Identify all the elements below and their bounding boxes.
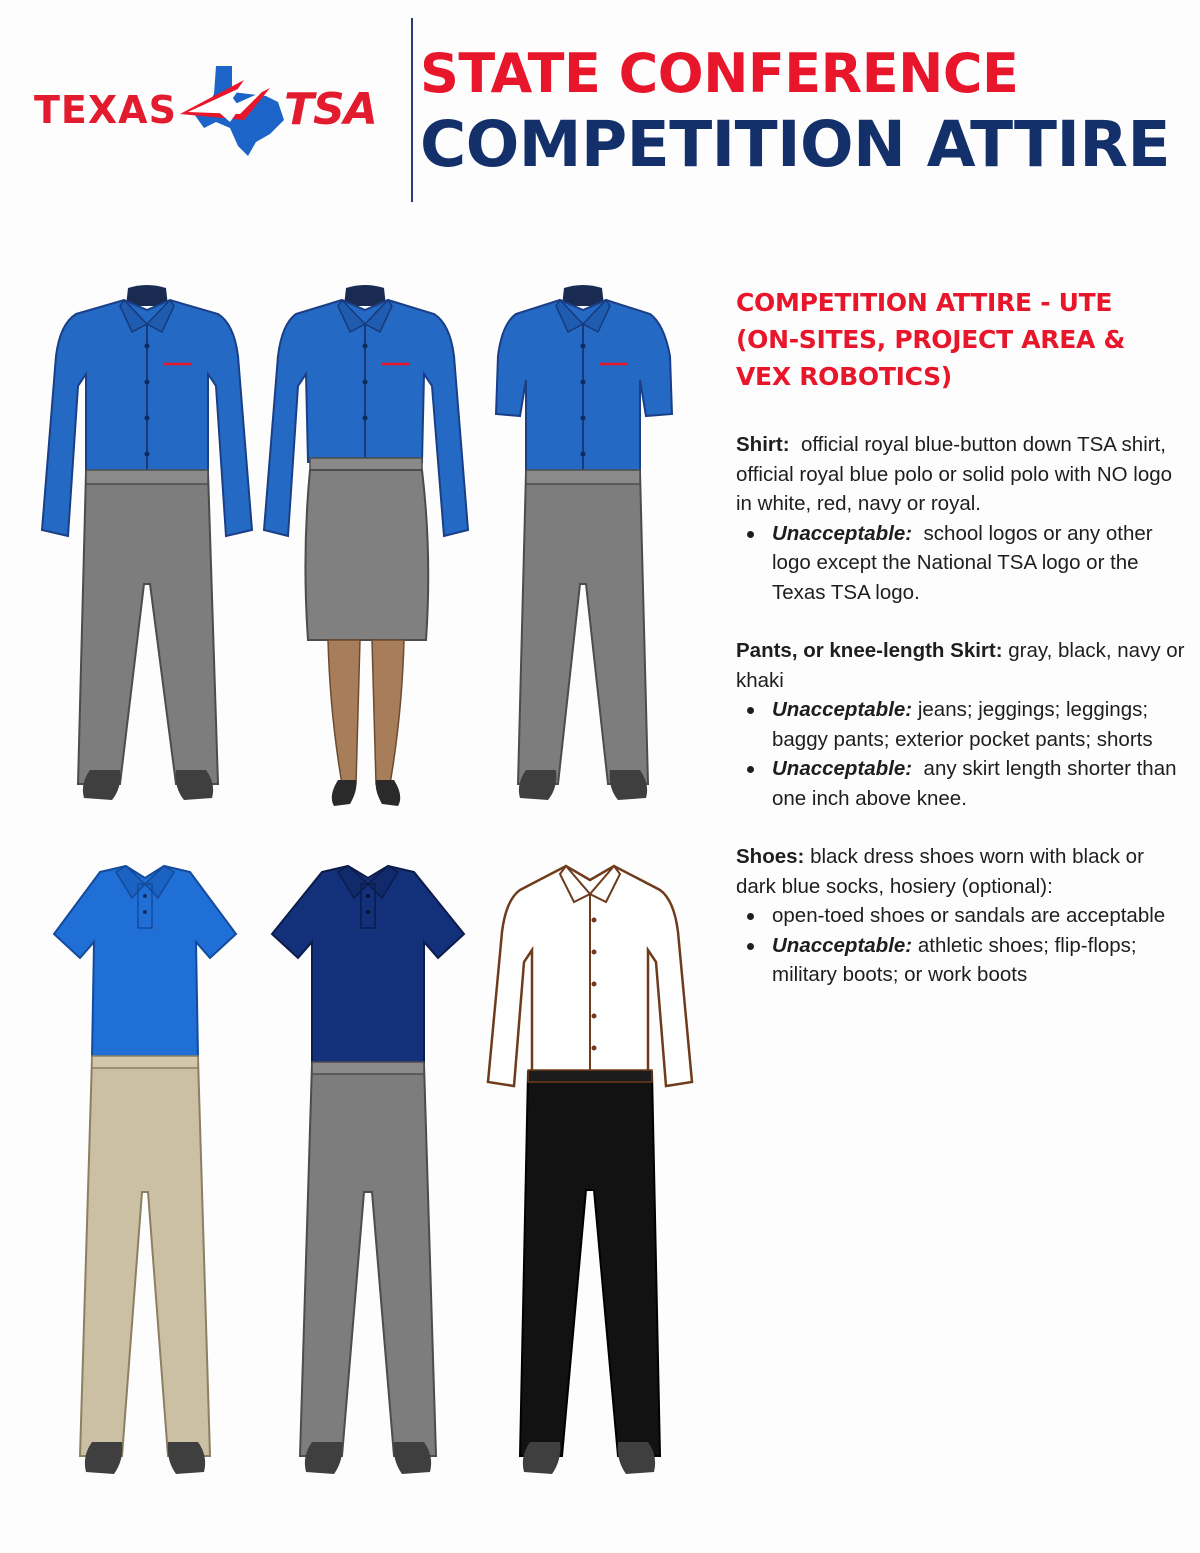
outfit-longsleeve-gray-skirt xyxy=(262,284,472,824)
outfit-white-shirt-black-pants xyxy=(484,860,696,1502)
outfit-shortsleeve-gray-pants xyxy=(494,284,674,824)
section-heading-line3: VEX ROBOTICS) xyxy=(736,362,952,391)
list-item xyxy=(772,901,1186,931)
bullet-text: any skirt length shorter than one inch above knee. xyxy=(772,757,1177,810)
title-competition-attire: COMPETITION ATTIRE xyxy=(420,108,1170,181)
list-item xyxy=(772,519,1186,608)
bullet-lead: Unacceptable: xyxy=(772,933,913,957)
bullet-lead: Unacceptable: xyxy=(772,521,913,545)
section-heading-line1: COMPETITION ATTIRE - UTE xyxy=(736,288,1113,317)
bullet-text: open-toed shoes or sandals are acceptable xyxy=(772,904,1166,927)
shirt-text: official royal blue-button down TSA shirt, official royal blue polo or solid polo with NO logo in white, red, navy or royal. xyxy=(736,433,1173,515)
shoes-paragraph xyxy=(736,842,1186,901)
attire-guidelines xyxy=(736,284,1186,1019)
shoes-bullets xyxy=(736,901,1186,990)
shirt-label: Shirt: xyxy=(736,433,790,456)
list-item xyxy=(772,695,1186,754)
pants-bullets xyxy=(736,695,1186,813)
texas-state-star-icon xyxy=(174,58,294,158)
shoes-label: Shoes: xyxy=(736,845,805,868)
shoes-text: black dress shoes worn with black or dark blue socks, hosiery (optional): xyxy=(736,845,1144,898)
bullet-text: athletic shoes; flip-flops; military boots; or work boots xyxy=(772,933,1137,986)
logo-tsa-text: TSA xyxy=(284,84,377,135)
list-item xyxy=(772,931,1186,990)
bullet-lead: Unacceptable: xyxy=(772,757,913,780)
bullet-text: school logos or any other logo except the National TSA logo or the Texas TSA logo. xyxy=(772,521,1153,604)
section-heading-line2: (ON-SITES, PROJECT AREA & xyxy=(736,325,1125,354)
shirt-paragraph xyxy=(736,430,1186,519)
texas-tsa-logo xyxy=(34,58,394,158)
pants-text: gray, black, navy or khaki xyxy=(736,639,1185,692)
bullet-text: jeans; jeggings; leggings; baggy pants; exterior pocket pants; shorts xyxy=(772,698,1153,751)
pants-label: Pants, or knee-length Skirt: xyxy=(736,639,1003,662)
list-item xyxy=(772,754,1186,813)
title-state-conference: STATE CONFERENCE xyxy=(420,42,1019,105)
header xyxy=(0,0,1200,210)
outfit-navy-polo-gray-pants xyxy=(268,862,468,1502)
outfit-longsleeve-gray-pants xyxy=(40,284,254,824)
outfit-royal-polo-khaki-pants xyxy=(50,862,240,1502)
logo-texas-text: TEXAS xyxy=(34,88,177,132)
section-heading xyxy=(736,284,1186,395)
pants-paragraph xyxy=(736,636,1186,695)
shirt-bullets xyxy=(736,519,1186,608)
outfit-illustrations xyxy=(0,260,720,1500)
header-divider xyxy=(411,18,413,202)
bullet-lead: Unacceptable: xyxy=(772,698,913,721)
